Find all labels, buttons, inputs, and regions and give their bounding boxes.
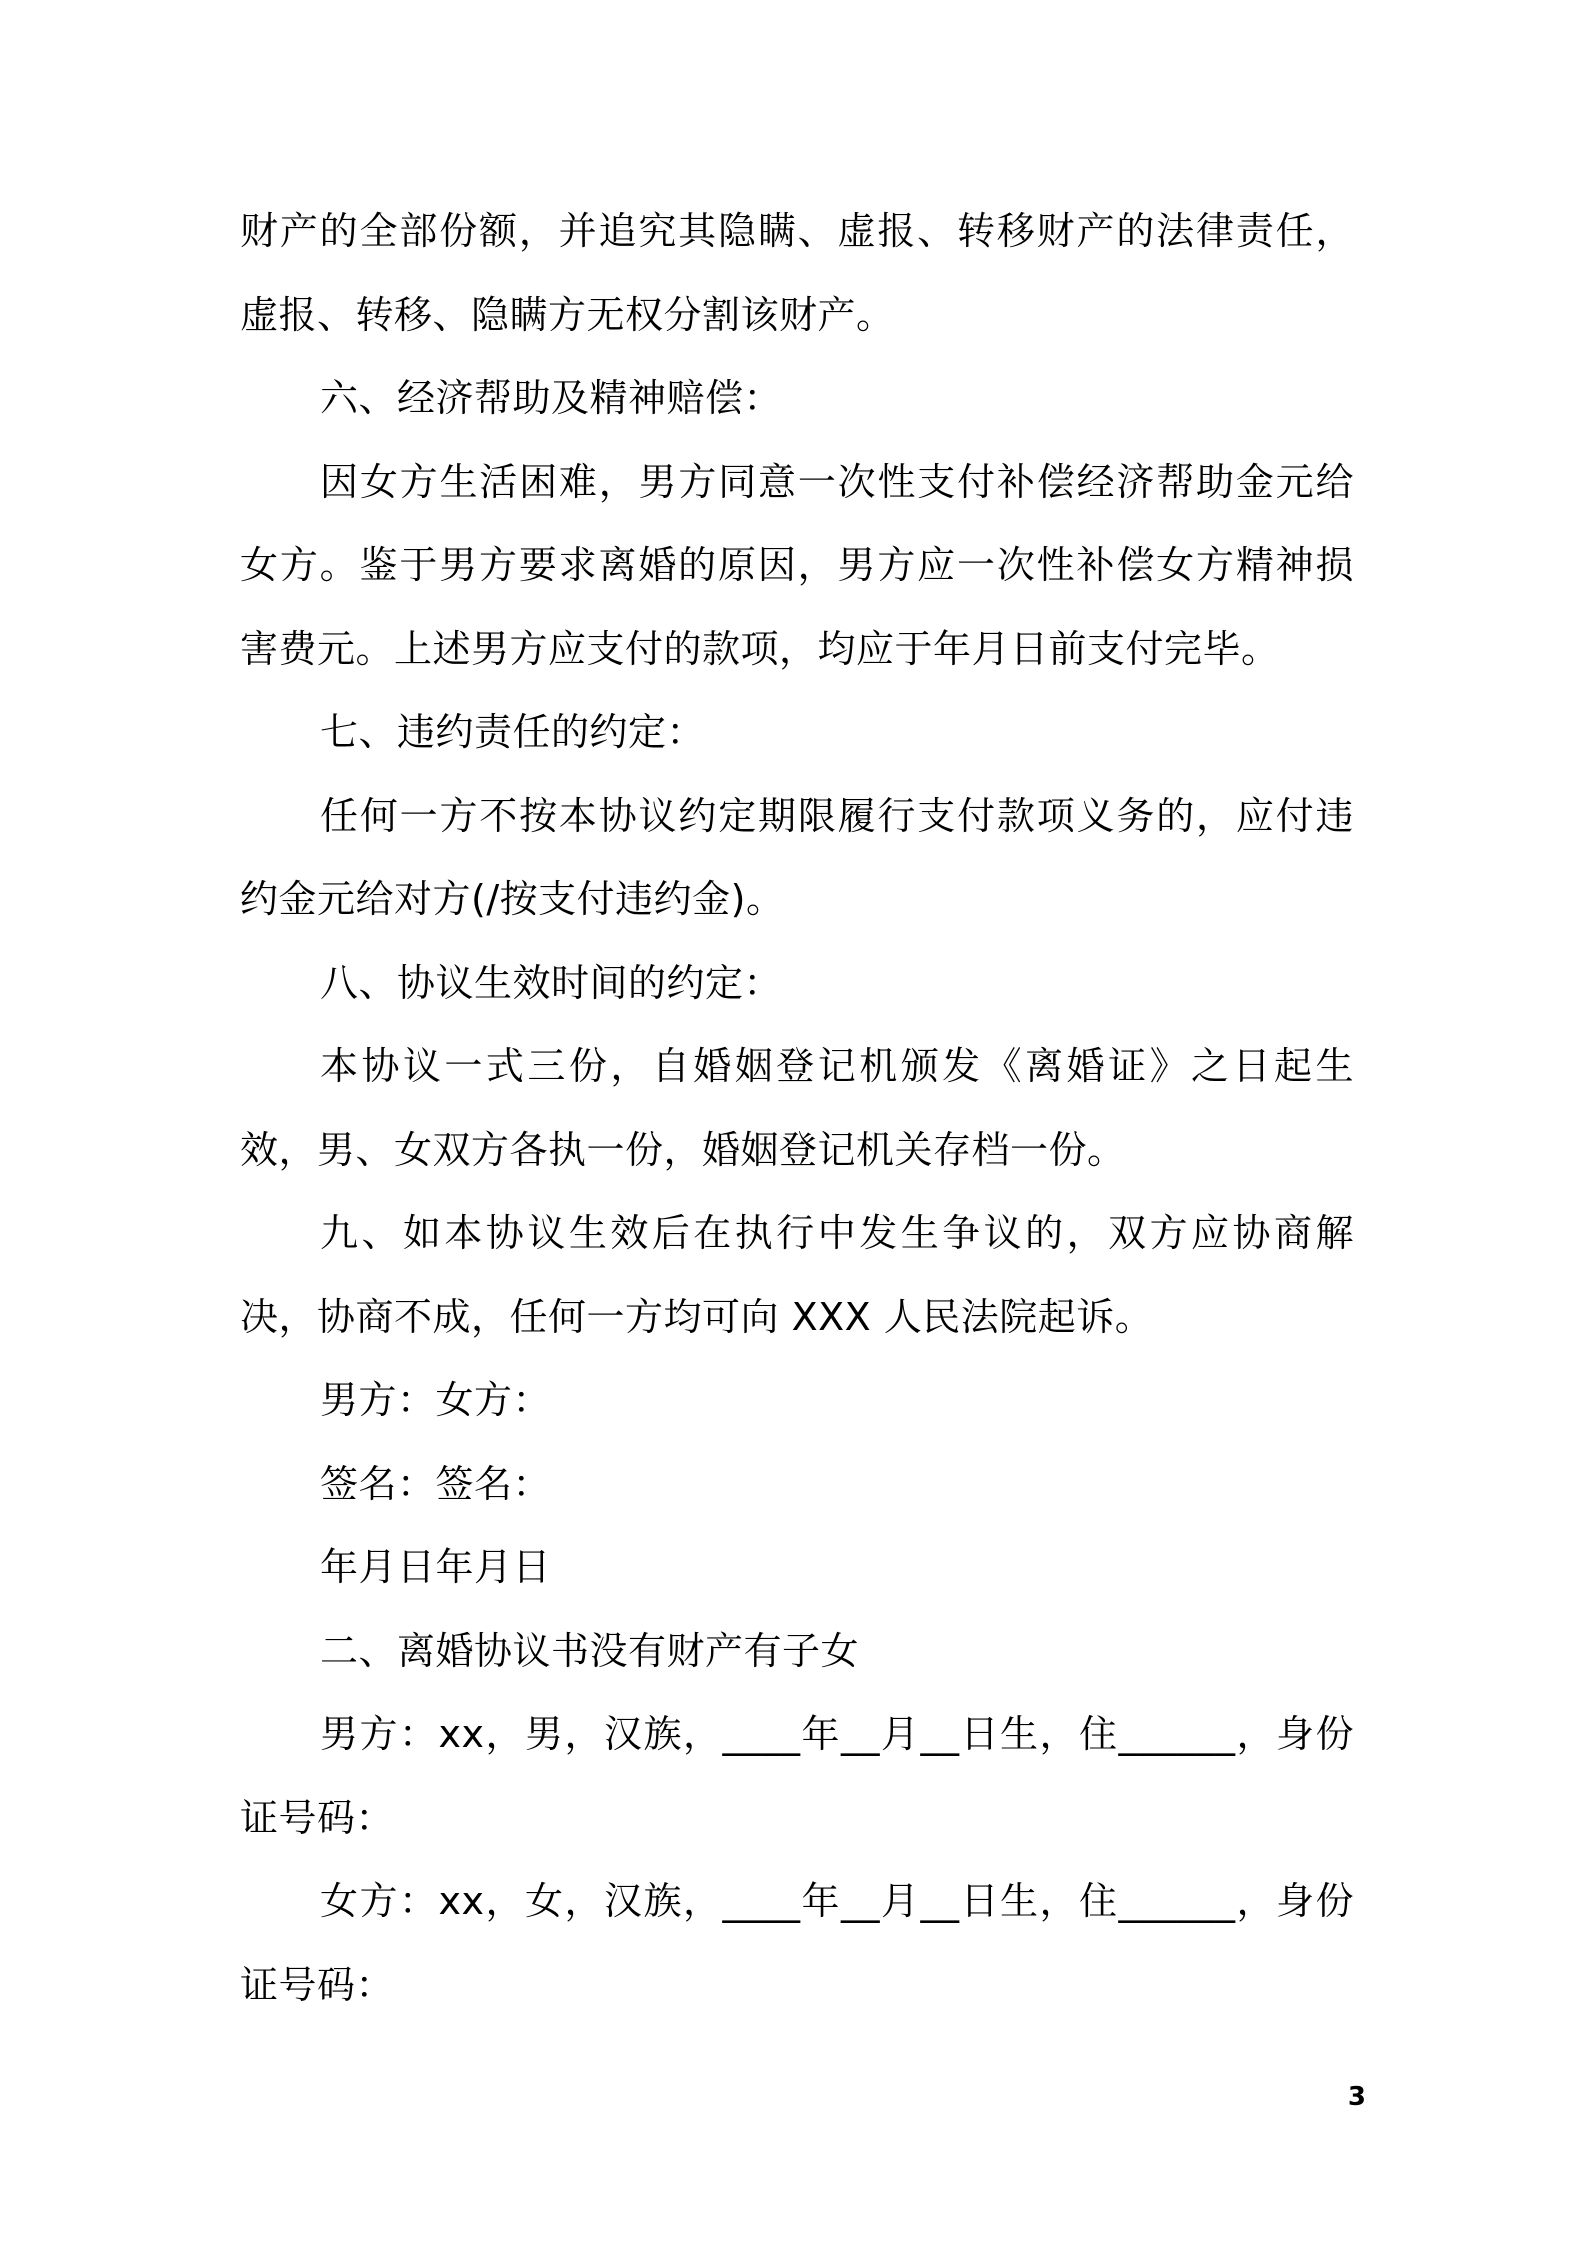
section-8-heading: 八、协议生效时间的约定： <box>320 960 783 1005</box>
date-labels: 年月日年月日 <box>320 1545 552 1589</box>
section-7-heading: 七、违约责任的约定： <box>320 710 706 754</box>
section-8-content: 本协议一式三份，自婚姻登记机颁发《离婚证》之日起生效，男、女双方各执一份，婚姻登记机关存档一份。 <box>240 1044 1354 1172</box>
second-agreement-heading: 二、离婚协议书没有财产有子女 <box>320 1628 860 1673</box>
signature-labels: 签名：签名： <box>320 1461 552 1506</box>
male-party-info: 男方：xx，男，汉族，____年__月__日生，住______，身份证号码： <box>240 1712 1354 1840</box>
paragraph-1: 财产的全部份额，并追究其隐瞒、虚报、转移财产的法律责任，虚报、转移、隐瞒方无权分割该财产。 <box>240 209 1354 337</box>
document-body <box>240 190 1354 2027</box>
section-7-content: 任何一方不按本协议约定期限履行支付款项义务的，应付违约金元给对方(/按支付违约金)。 <box>240 793 1354 921</box>
section-9-content: 九、如本协议生效后在执行中发生争议的，双方应协商解决，协商不成，任何一方均可向 XXX 人民法院起诉。 <box>240 1211 1354 1339</box>
page-number: 3 <box>1347 2082 1366 2112</box>
female-party-info: 女方：xx，女，汉族，____年__月__日生，住______，身份证号码： <box>240 1879 1354 2007</box>
section-6-heading: 六、经济帮助及精神赔偿： <box>320 376 783 420</box>
party-labels: 男方：女方： <box>320 1378 552 1422</box>
section-6-content: 因女方生活困难，男方同意一次性支付补偿经济帮助金元给女方。鉴于男方要求离婚的原因，男方应一次性补偿女方精神损害费元。上述男方应支付的款项，均应于年月日前支付完毕。 <box>240 459 1354 671</box>
